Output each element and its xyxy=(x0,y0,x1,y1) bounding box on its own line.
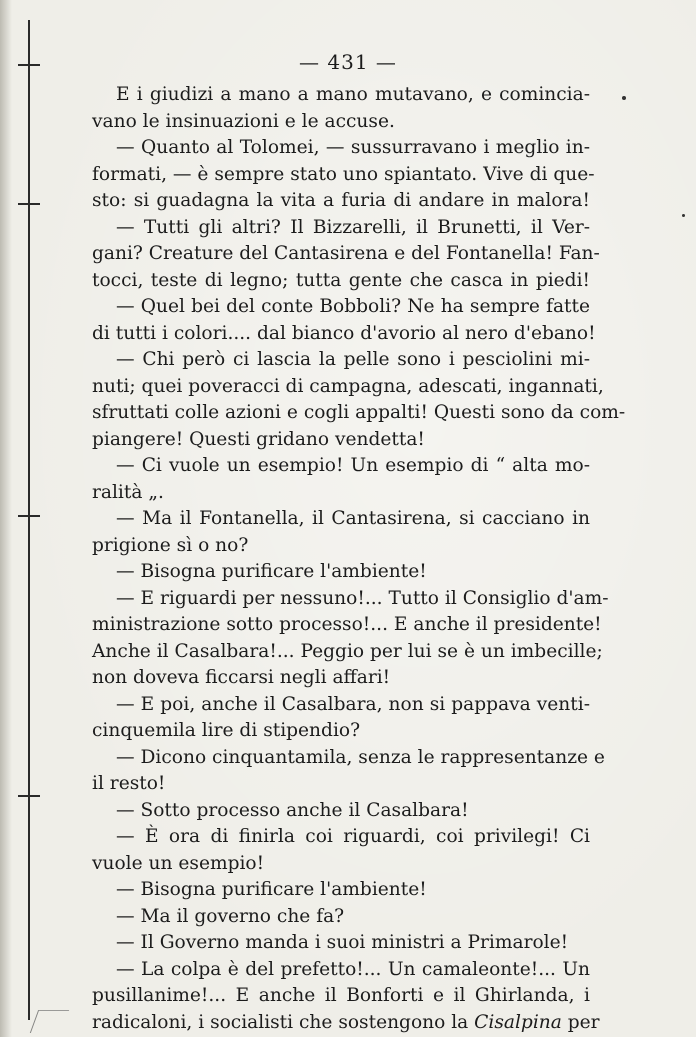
text-line: pusillanime!... E anche il Bonforti e il Ghirlanda, i xyxy=(92,985,590,1006)
ink-speck xyxy=(682,214,685,217)
text-line: Anche il Casalbara!... Peggio per lui se è un imbecille; xyxy=(92,640,603,662)
text-line: — Quel bei del conte Bobboli? Ne ha sempre fatte xyxy=(116,296,590,317)
spine-shadow xyxy=(0,0,12,1037)
text-segment: per xyxy=(561,1011,600,1033)
text-segment: radicaloni, i socialisti che sostengono la xyxy=(92,1011,475,1033)
text-line: — Ma il Fontanella, il Cantasirena, si cacciano in xyxy=(116,508,590,529)
text-line: non doveva ficcarsi negli affari! xyxy=(92,667,391,688)
text-line: cinquemila lire di stipendio? xyxy=(92,720,361,741)
text-line: — Ma il governo che fa? xyxy=(116,905,345,927)
text-line: — Il Governo manda i suoi ministri a Primarole! xyxy=(116,932,569,953)
text-line: vuole un esempio! xyxy=(92,852,265,874)
text-line: prigione sì o no? xyxy=(92,534,249,556)
spine-tick xyxy=(18,203,40,205)
text-line: vano le insinuazioni e le accuse. xyxy=(92,110,395,132)
text-line: — Quanto al Tolomei, — sussurravano i meglio in- xyxy=(116,137,590,158)
text-line: — Bisogna purificare l'ambiente! xyxy=(116,879,427,900)
text-line: — Ci vuole un esempio! Un esempio di “ alta mo- xyxy=(116,455,590,476)
text-line: gani? Creature del Cantasirena e del Fontanella! Fan- xyxy=(92,243,600,264)
text-line: di tutti i colori.... dal bianco d'avorio al nero d'ebano! xyxy=(92,322,596,344)
binding-edge xyxy=(0,0,38,1037)
page-corner-mark xyxy=(30,1010,69,1033)
text-line: — Dicono cinquantamila, senza le rappresentanze e xyxy=(116,746,605,768)
text-line: tocci, teste di legno; tutta gente che casca in piedi! xyxy=(92,269,590,291)
italic-title: Cisalpina xyxy=(474,1011,562,1033)
text-line: ministrazione sotto processo!... E anche il presidente! xyxy=(92,614,602,635)
spine-line xyxy=(28,20,30,1020)
text-line: nuti; quei poveracci di campagna, adescati, ingannati, xyxy=(92,375,604,397)
text-line: piangere! Questi gridano vendetta! xyxy=(92,428,425,450)
text-line: — Chi però ci lascia la pelle sono i pesciolini mi- xyxy=(116,349,590,370)
page-number: — 431 — xyxy=(299,50,397,74)
text-line: — Sotto processo anche il Casalbara! xyxy=(116,799,469,821)
text-line: sfruttati colle azioni e cogli appalti! Questi sono da com- xyxy=(92,402,626,423)
text-line: formati, — è sempre stato uno spiantato. Vive di que- xyxy=(92,163,595,185)
text-line: sto: si guadagna la vita a furia di andare in malora! xyxy=(92,190,590,211)
text-line-final xyxy=(92,1010,600,1037)
text-line: E i giudizi a mano a mano mutavano, e comincia- xyxy=(116,84,590,105)
spine-tick xyxy=(18,515,40,517)
text-line: ralità „. xyxy=(92,481,164,503)
text-line: — Tutti gli altri? Il Bizzarelli, il Brunetti, il Ver- xyxy=(116,216,590,238)
text-line: — E riguardi per nessuno!... Tutto il Consiglio d'am- xyxy=(116,587,609,609)
text-line: — E poi, anche il Casalbara, non si pappava venti- xyxy=(116,693,590,715)
spine-tick xyxy=(18,795,40,797)
text-line: il resto! xyxy=(92,773,166,794)
ink-speck xyxy=(622,96,626,100)
body-text xyxy=(92,82,626,1036)
text-line: — Bisogna purificare l'ambiente! xyxy=(116,561,427,582)
text-line: — È ora di finirla coi riguardi, coi privilegi! Ci xyxy=(116,826,590,847)
text-line: — La colpa è del prefetto!... Un camaleonte!... Un xyxy=(116,958,590,980)
